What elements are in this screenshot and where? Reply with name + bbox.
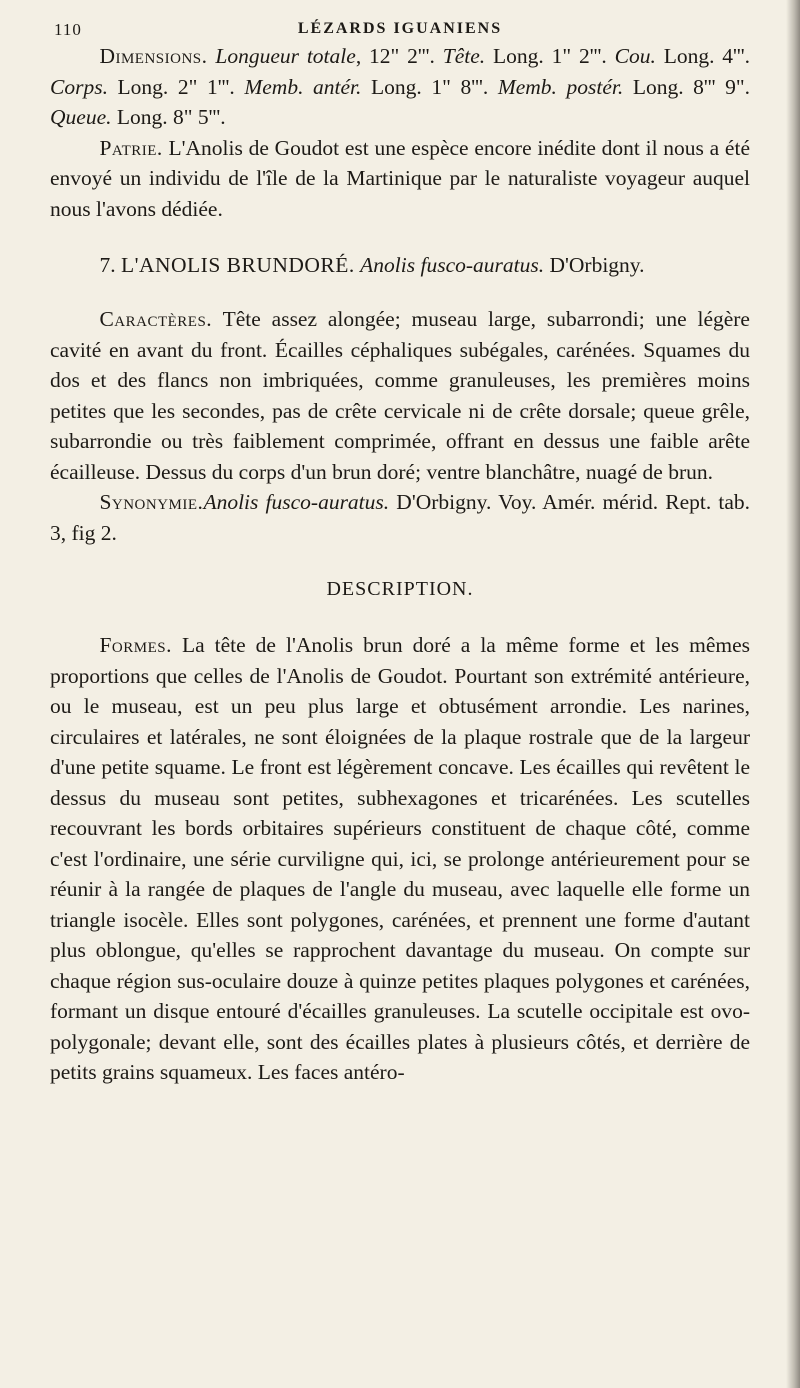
neck-value: Long. 4'''. xyxy=(663,44,751,68)
patrie-label: Patrie. xyxy=(99,135,163,160)
running-title: LÉZARDS IGUANIENS xyxy=(297,20,503,37)
body-text xyxy=(50,41,750,1088)
page-edge-shadow xyxy=(786,0,800,1388)
caracteres-label: Caractères. xyxy=(99,307,213,331)
book-page xyxy=(50,0,750,1088)
formes-label: Formes. xyxy=(99,633,172,657)
formes-text: La tête de l'Anolis brun doré a la même forme et les mêmes proportions que celles de l'Anolis de Goudot. Pourtant son extrémité antérieure, ou le museau, est un peu plus large et obtusément arrondie. Les narines, circulaires et latérales, ne sont éloignées de la plaque rostrale que de la largeur d'une petite squame. Le front est légèrement concave. Les écailles qui revêtent le dessus du museau sont petites, subhexagones et tricarénées. Les scutelles recouvrant les bords orbitaires supérieurs constituent de chaque côté, comme c'est l'ordinaire, une série curviligne qui, ici, se prolonge antérieurement pour se réunir à la rangée de plaques de l'angle du museau, avec laquelle elle forme un triangle isocèle. Elles sont polygones, carénées, et prennent une forme d'autant plus oblongue, qu'elles se rapprochent davantage du museau. On compte sur chaque région sus-oculaire douze à quinze petites plaques polygones et carénées, formant un disque entouré d'écailles granuleuses. La scutelle occipitale est ovo-polygonale; devant elle, sont des écailles plates à plusieurs côtés, et derrière de petits grains squameux. Les faces antéro- xyxy=(50,633,751,1084)
patrie-text: L'Anolis de Goudot est une espèce encore inédite dont il nous a été envoyé un individu de l'île de la Martinique par le naturaliste voyageur auquel nous l'avons dédiée. xyxy=(50,135,750,221)
patrie-paragraph xyxy=(50,133,750,225)
head-value: Long. 1" 2'''. xyxy=(493,44,607,68)
description-heading: DESCRIPTION. xyxy=(326,578,474,600)
synonymie-latin: Anolis fusco-auratus. xyxy=(203,490,390,514)
total-length-label: Longueur totale xyxy=(215,44,356,68)
tail-value: Long. 8" 5'''. xyxy=(116,105,226,129)
front-limb-label: Memb. antér. xyxy=(244,74,362,99)
species-author: D'Orbigny. xyxy=(549,253,645,277)
dimensions-label: Dimensions. xyxy=(99,44,208,68)
species-latin-name: Anolis fusco-auratus. xyxy=(360,253,545,277)
body-label: Corps. xyxy=(50,74,108,99)
hind-limb-label: Memb. postér. xyxy=(497,74,624,99)
caracteres-text: Tête assez alongée; museau large, subarrondi; une légère cavité en avant du front. Écailles céphaliques subégales, carénées. Squames du dos et des flancs non imbriquées, comme granuleuses, les premières moins petites que les secondes, pas de crête cervicale ni de crête dorsale; queue grêle, subarrondie ou très faiblement comprimée, offrant en dessus une faible arête écailleuse. Dessus du corps d'un brun doré; ventre blanchâtre, nuagé de brun. xyxy=(50,307,750,484)
synonymie-paragraph xyxy=(50,487,750,548)
front-limb-value: Long. 1" 8'''. xyxy=(371,74,489,99)
species-name: L'ANOLIS BRUNDORÉ. xyxy=(120,253,355,277)
dimensions-paragraph xyxy=(50,41,750,133)
species-number: 7. xyxy=(99,253,116,277)
species-heading xyxy=(50,250,750,280)
total-length-value: , 12" 2'''. xyxy=(355,44,435,68)
body-value: Long. 2" 1'''. xyxy=(117,74,235,99)
running-head xyxy=(50,0,750,40)
head-label: Tête. xyxy=(442,44,486,68)
synonymie-label: Synonymie. xyxy=(99,490,204,514)
hind-limb-value: Long. 8''' 9". xyxy=(632,74,751,99)
page-number: 110 xyxy=(54,20,82,39)
formes-paragraph xyxy=(50,630,750,1088)
neck-label: Cou. xyxy=(614,44,656,68)
synonymie-text: D'Orbigny. Voy. Amér. mérid. Rept. tab. 3, fig 2. xyxy=(50,490,750,545)
caracteres-paragraph xyxy=(50,304,750,487)
tail-label: Queue. xyxy=(50,105,112,129)
